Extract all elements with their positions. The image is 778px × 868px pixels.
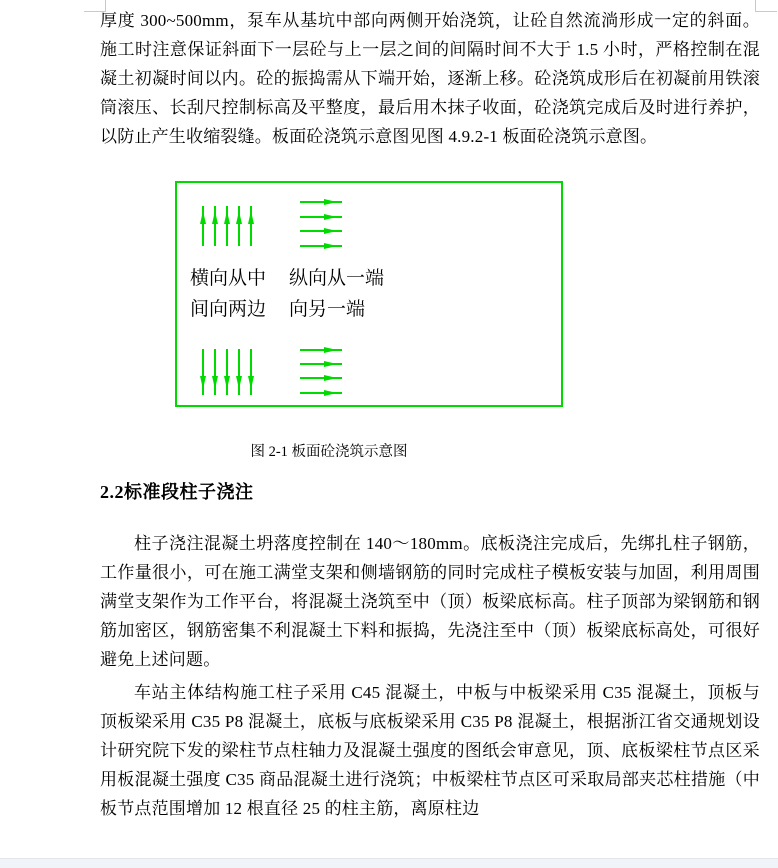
section-heading-2-2: 2.2标准段柱子浇注 <box>100 482 254 502</box>
right-arrow-icon <box>300 230 342 232</box>
down-arrow-icon <box>202 349 204 395</box>
up-arrow-icon <box>238 206 240 246</box>
down-arrowhead-icon <box>248 376 254 389</box>
down-arrow-icon <box>250 349 252 395</box>
figure-2-1-diagram <box>175 181 563 407</box>
right-arrowhead-icon <box>324 375 337 381</box>
down-arrowhead-icon <box>212 376 218 389</box>
right-arrow-icon <box>300 201 342 203</box>
up-arrowhead-icon <box>248 211 254 224</box>
figure-label-vertical <box>289 263 384 325</box>
up-arrow-icon <box>202 206 204 246</box>
figure-label-vertical-line1: 纵向从一端 <box>289 268 385 289</box>
paragraph-slab-pouring: 厚度 300~500mm，泵车从基坑中部向两侧开始浇筑，让砼自然流淌形成一定的斜面。施工时注意保证斜面下一层砼与上一层之间的间隔时间不大于 1.5 小时，严格控制在混凝土初凝时间以内。砼的振捣需从下端开始，逐渐上移。砼浇筑成形后在初凝前用铁滚筒滚压、长刮尺控制标高及平整度，最后用木抹子收面，砼浇筑完成后及时进行养护，以防止产生收缩裂缝。板面砼浇筑示意图见图 4.9.2-1 板面砼浇筑示意图。 <box>100 11 760 146</box>
paragraph-column-pouring: 柱子浇注混凝土坍落度控制在 140～180mm。底板浇注完成后，先绑扎柱子钢筋，工作量很小，可在施工满堂支架和侧墙钢筋的同时完成柱子模板安装与加固，利用周围满堂支架作为工作平台，将混凝土浇筑至中（顶）板梁底标高。柱子顶部为梁钢筋和钢筋加密区，钢筋密集不利混凝土下料和振捣，先浇注至中（顶）板梁底标高处，可很好避免上述问题。 <box>100 534 760 669</box>
paragraph-concrete-grades: 车站主体结构施工柱子采用 C45 混凝土，中板与中板梁采用 C35 混凝土，顶板与顶板梁采用 C35 P8 混凝土，底板与底板梁采用 C35 P8 混凝土，根据浙江省交通规划设计研究院下发的梁柱节点柱轴力及混凝土强度的图纸会审意见，顶、底板梁柱节点区采用板混凝土强度 C35 商品混凝土进行浇筑；中板梁柱节点区可采取局部夹芯柱措施（中板节点范围增加 12 根直径 25 的柱主筋，离原柱边 <box>100 683 760 818</box>
down-arrowhead-icon <box>236 376 242 389</box>
right-arrow-icon <box>300 349 342 351</box>
figure-caption: 图 2-1 板面砼浇筑示意图 <box>250 444 408 460</box>
down-arrow-icon <box>214 349 216 395</box>
right-arrowhead-icon <box>324 214 337 220</box>
up-arrowhead-icon <box>224 211 230 224</box>
right-arrow-icon <box>300 363 342 365</box>
right-arrowhead-icon <box>324 199 337 205</box>
up-arrowhead-icon <box>200 211 206 224</box>
right-arrow-icon <box>300 245 342 247</box>
figure-label-horizontal-line1: 横向从中 <box>190 268 267 289</box>
window-bottom-strip <box>0 858 778 868</box>
up-arrow-icon <box>214 206 216 246</box>
down-arrow-icon <box>238 349 240 395</box>
right-arrowhead-icon <box>324 347 337 353</box>
down-arrowhead-icon <box>224 376 230 389</box>
right-arrowhead-icon <box>324 361 337 367</box>
right-arrow-icon <box>300 377 342 379</box>
up-arrow-icon <box>250 206 252 246</box>
figure-label-horizontal <box>190 263 266 325</box>
up-arrow-icon <box>226 206 228 246</box>
right-arrowhead-icon <box>324 390 337 396</box>
right-arrow-icon <box>300 216 342 218</box>
up-arrowhead-icon <box>236 211 242 224</box>
right-arrowhead-icon <box>324 228 337 234</box>
figure-label-horizontal-line2: 间向两边 <box>190 299 267 320</box>
right-arrowhead-icon <box>324 243 337 249</box>
text-column <box>100 6 760 823</box>
right-arrow-icon <box>300 392 342 394</box>
figure-label-vertical-line2: 向另一端 <box>289 299 366 320</box>
down-arrowhead-icon <box>200 376 206 389</box>
down-arrow-icon <box>226 349 228 395</box>
up-arrowhead-icon <box>212 211 218 224</box>
